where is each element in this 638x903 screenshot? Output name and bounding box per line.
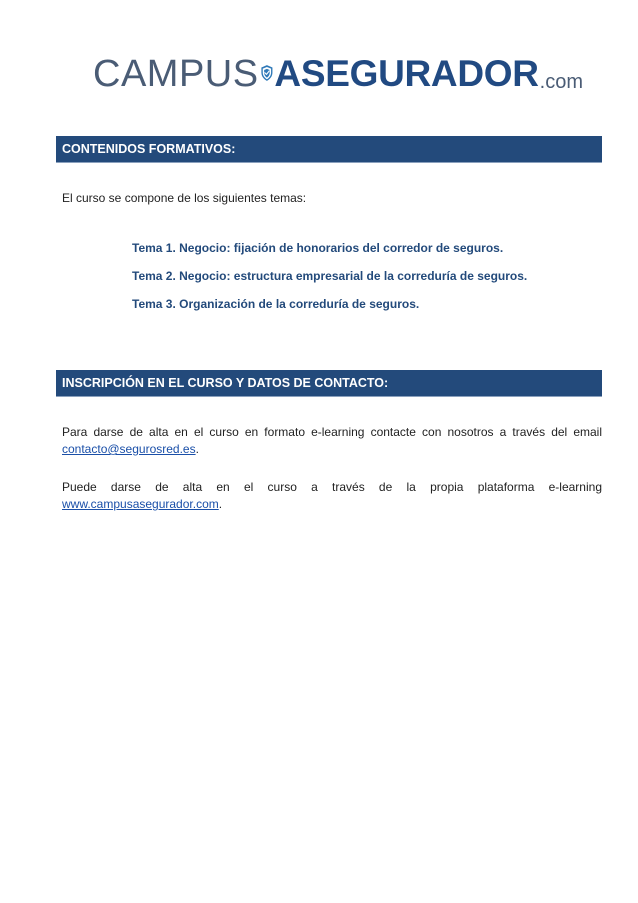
course-intro-text: El curso se compone de los siguientes temas: — [62, 191, 307, 205]
platform-website-link[interactable]: www.campusasegurador.com — [62, 497, 219, 511]
contact-email-link[interactable]: contacto@segurosred.es — [62, 442, 196, 456]
logo-asegurador-text: ASEGURADOR — [274, 53, 539, 94]
punctuation: . — [218, 497, 223, 511]
signup-paragraph-email — [62, 424, 602, 458]
section-title: CONTENIDOS FORMATIVOS: — [62, 142, 236, 156]
section-header-inscripcion — [56, 370, 602, 397]
signup-paragraph-platform — [62, 479, 602, 513]
shield-icon — [260, 53, 274, 93]
section-header-contenidos — [56, 136, 602, 163]
punctuation: . — [195, 442, 199, 456]
topic-item-3: Tema 3. Organización de la correduría de seguros. — [132, 297, 420, 311]
paragraph-line: Para darse de alta en el curso en formato e-learning contacte con nosotros a través del email — [62, 425, 602, 439]
campusasegurador-logo — [93, 47, 583, 93]
paragraph-line-end — [62, 496, 602, 513]
topic-item-2: Tema 2. Negocio: estructura empresarial de la correduría de seguros. — [132, 269, 528, 283]
section-title: INSCRIPCIÓN EN EL CURSO Y DATOS DE CONTACTO: — [62, 376, 389, 390]
topic-item-1: Tema 1. Negocio: fijación de honorarios del corredor de seguros. — [132, 241, 504, 255]
logo-campus-text: CAMPUS — [93, 53, 259, 95]
logo-com-text: .com — [539, 71, 583, 93]
paragraph-line-end — [62, 441, 602, 458]
paragraph-line: Puede darse de alta en el curso a través de la propia plataforma e-learning — [62, 480, 602, 494]
